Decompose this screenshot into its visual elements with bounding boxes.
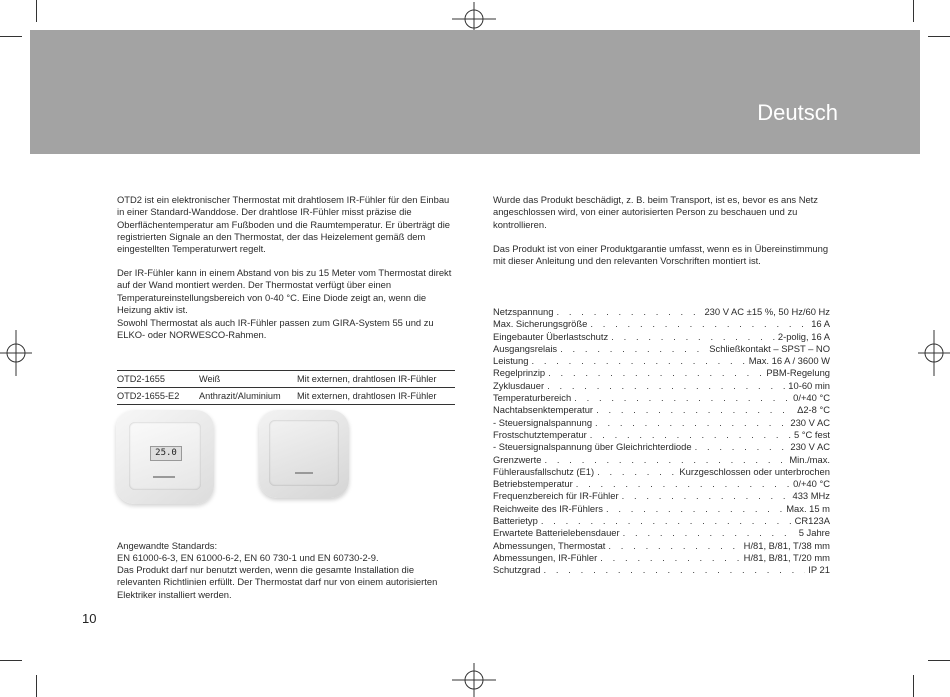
spec-label: Erwartete Batterielebensdauer [493,527,620,539]
spec-label: - Steuersignalspannung über Gleichrichterdiode [493,441,692,453]
warranty-paragraph: Das Produkt ist von einer Produktgarantie umfasst, wenn es in Übereinstimmung mit dieser Anleitung und den relevanten Vorschriften montiert ist. [493,243,829,267]
spec-value: Min./max. [789,453,830,465]
spec-list [493,306,830,577]
brand-mark [153,476,175,478]
spec-label: Batterietyp [493,515,538,527]
crop-mark [913,675,914,697]
page-number: 10 [82,611,97,626]
product-description: Mit externen, drahtlosen IR-Fühler [293,388,455,405]
page-title: Deutsch [757,100,838,125]
spec-value: H/81, B/81, T/20 mm [743,551,830,563]
spec-row [493,318,830,330]
spec-label: Nachtabsenktemperatur [493,404,594,416]
spec-row [493,466,830,478]
spec-row [493,367,830,379]
spec-value: 230 V AC ±15 %, 50 Hz/60 Hz [704,306,830,317]
spec-row [493,490,830,502]
product-code: OTD2-1655-E2 [117,388,195,405]
thermostat-display [150,446,182,461]
crop-mark [928,36,950,37]
spec-label: Abmessungen, IR-Fühler [493,551,598,563]
crop-mark [0,660,22,661]
spec-row [493,404,830,416]
table-row [117,388,455,405]
spec-row [493,441,830,453]
registration-mark-right [918,330,950,376]
spec-value: Max. 16 A / 3600 W [748,355,830,367]
spec-row [493,454,830,466]
spec-row [493,478,830,490]
spec-row [493,380,830,392]
display-value: 25.0 [155,448,177,458]
spec-value: 0/+40 °C [793,478,830,490]
spec-label: Frequenzbereich für IR-Fühler [493,490,619,502]
spec-row [493,306,830,318]
spec-label: Schutzgrad [493,564,541,576]
spec-label: Max. Sicherungsgröße [493,318,588,330]
sensor-inner-plate [269,420,339,486]
spec-label: Ausgangsrelais [493,342,558,354]
standards-list: EN 61000-6-3, EN 61000-6-2, EN 60 730-1 und EN 60730-2-9. [117,552,379,563]
spec-row [493,355,830,367]
intro-paragraph: OTD2 ist ein elektronischer Thermostat mit drahtlosem IR-Fühler für den Einbau in einer Standard-Wanddose. Der drahtlose IR-Fühler misst präzise die Oberflächentemperatur am Fußboden und die Raumtemperatur. Er überträgt die registrierten Signale an den Thermostat, der das Heizelement gemäß dem eingestellten Temperaturwert regelt. [117,194,450,255]
table-row [117,371,455,388]
registration-mark-bottom [452,663,496,697]
spec-value: 2-polig, 16 A [777,330,830,342]
spec-value: 433 MHz [792,490,830,502]
spec-label: Leistung [493,355,529,367]
thermostat-image [116,410,214,504]
spec-value: 5 °C fest [793,428,830,440]
spec-row [493,540,830,552]
spec-row [493,564,830,576]
spec-label: Temperaturbereich [493,392,572,404]
product-table [117,370,455,405]
spec-value: Schließkontakt – SPST – NO [709,342,830,354]
product-description: Mit externen, drahtlosen IR-Fühler [293,371,455,388]
product-color: Weiß [195,371,293,388]
crop-mark [36,675,37,697]
spec-value: Kurzgeschlossen oder unterbrochen [679,465,830,477]
spec-label: Eingebauter Überlastschutz [493,330,609,342]
spec-row [493,392,830,404]
damage-paragraph: Wurde das Produkt beschädigt, z. B. beim Transport, ist es, bevor es ans Netz angeschlossen wird, von einer autorisierten Person zu beschauen und zu kontrollieren. [493,194,818,230]
spec-row [493,527,830,539]
spec-value: 5 Jahre [798,527,830,539]
product-code: OTD2-1655 [117,371,195,388]
spec-label: Frostschutztemperatur [493,428,587,440]
spec-label: - Steuersignalspannung [493,416,593,428]
spec-row [493,331,830,343]
thermostat-inner-plate [129,422,201,490]
spec-row [493,343,830,355]
brand-mark [295,472,313,474]
standards-heading: Angewandte Standards: [117,540,218,551]
crop-mark [913,0,914,22]
spec-row [493,515,830,527]
spec-value: H/81, B/81, T/38 mm [743,539,830,551]
spec-value: Δ2-8 °C [797,404,830,416]
crop-mark [0,36,22,37]
crop-mark [928,660,950,661]
crop-mark [36,0,37,22]
spec-label: Netzspannung [493,306,554,317]
spec-row [493,552,830,564]
spec-row [493,503,830,515]
spec-value: IP 21 [808,564,830,576]
range-paragraph: Der IR-Fühler kann in einem Abstand von bis zu 15 Meter vom Thermostat direkt auf der Wand montiert werden. Der Thermostat verfügt über einen Temperatureinstellungsbereich von 0-40 °C. Eine Diode zeigt an, wenn die Heizung aktiv ist. [117,267,452,315]
spec-label: Reichweite des IR-Fühlers [493,502,603,514]
spec-row [493,417,830,429]
spec-value: 0/+40 °C [793,392,830,404]
spec-label: Zyklusdauer [493,379,545,391]
registration-mark-left [0,330,32,376]
spec-value: 16 A [811,318,830,330]
spec-value: 230 V AC [790,441,830,453]
spec-label: Abmessungen, Thermostat [493,539,606,551]
spec-label: Fühlerausfallschutz (E1) [493,465,595,477]
standards-paragraph: Das Produkt darf nur benutzt werden, wenn die gesamte Installation die relevanten Richtlinien erfüllt. Der Thermostat darf nur von einem autorisierten Elektriker installiert werden. [117,564,438,600]
spec-value: 230 V AC [790,416,830,428]
spec-value: PBM-Regelung [766,367,830,379]
spec-label: Regelprinzip [493,367,546,379]
header-banner [30,30,920,154]
ir-sensor-image [259,410,349,498]
spec-value: CR123A [794,515,830,527]
spec-label: Betriebstemperatur [493,478,573,490]
spec-label: Grenzwerte [493,453,542,465]
product-color: Anthrazit/Aluminium [195,388,293,405]
frames-paragraph: Sowohl Thermostat als auch IR-Fühler passen zum GIRA-System 55 und zu ELKO- oder NORWESCO-Rahmen. [117,317,434,341]
spec-row [493,429,830,441]
spec-value: Max. 15 m [786,502,830,514]
spec-value: 10-60 min [788,379,830,391]
